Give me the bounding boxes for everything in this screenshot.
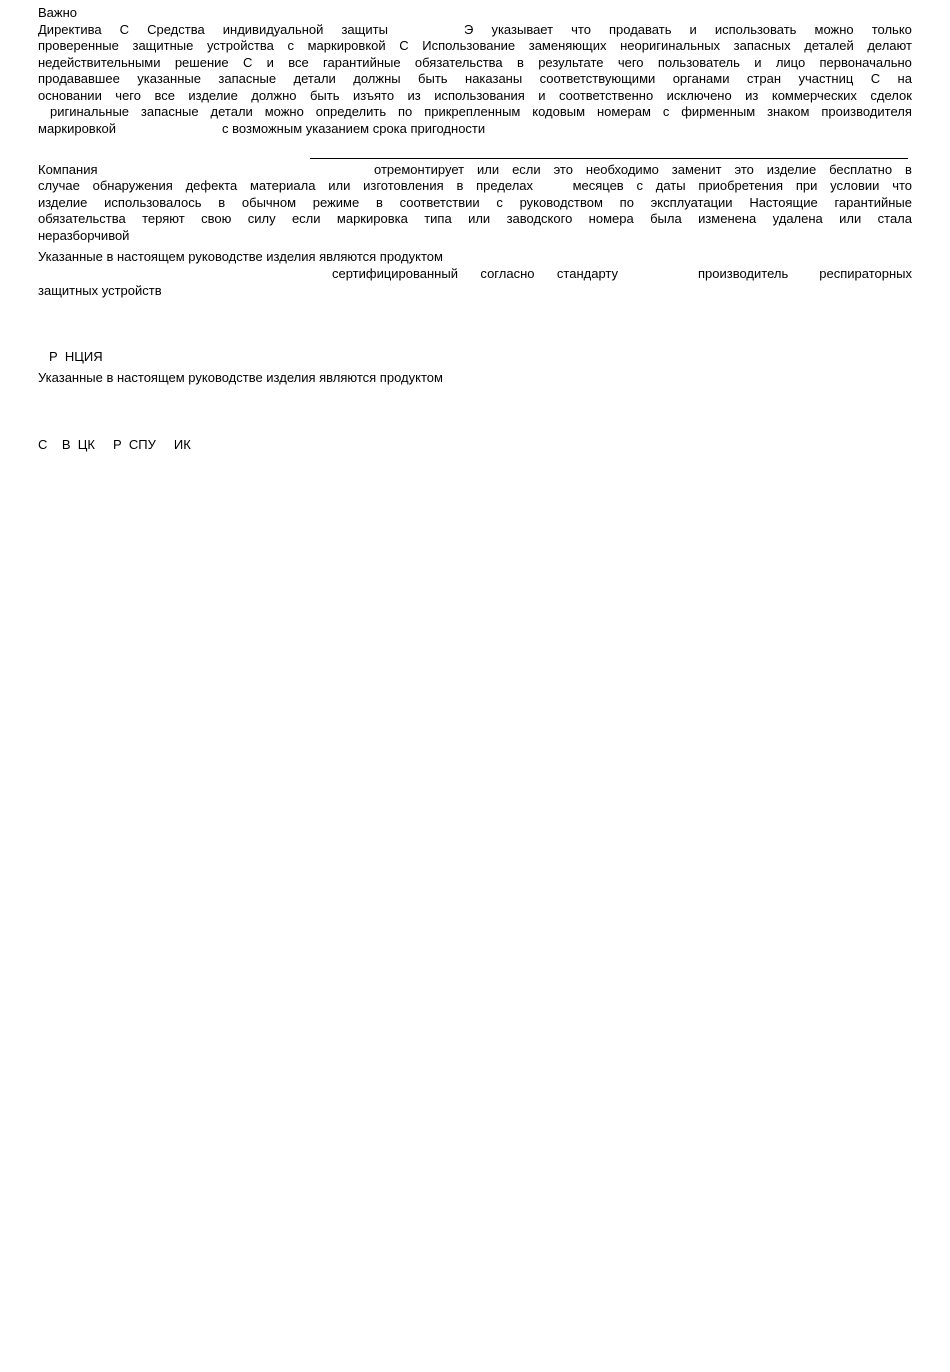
france-line-1: Указанные в настоящем руководстве изделия являются продуктом: [38, 370, 443, 385]
certification-line-2b: производитель респираторных: [698, 266, 912, 281]
warranty-line-2: случае обнаружения дефекта материала или изготовления в пределах месяцев с даты приобретения при условии что: [38, 178, 912, 193]
directive-line-1: Директива С Средства индивидуальной защиты Э указывает что продавать и использовать можно только: [38, 22, 912, 37]
directive-line-5: основании чего все изделие должно быть изъято из использования и соответственно исключено из коммерческих сделок: [38, 88, 912, 103]
warranty-company-label: Компания: [38, 162, 98, 177]
certification-line-1: Указанные в настоящем руководстве изделия являются продуктом: [38, 249, 443, 264]
directive-line-3: недействительными решение С и все гарантийные обязательства в результате чего пользователь и лицо первоначально: [38, 55, 912, 70]
blank-underline: [310, 158, 908, 159]
france-heading: Р НЦИЯ: [49, 349, 103, 364]
directive-line-2: проверенные защитные устройства с маркировкой С Использование заменяющих неоригинальных запасных деталей делают: [38, 38, 912, 53]
warranty-line-5: неразборчивой: [38, 228, 130, 243]
certification-line-3: защитных устройств: [38, 283, 162, 298]
important-heading: Важно: [38, 5, 78, 20]
directive-line-4: продававшее указанные запасные детали должны быть наказаны соответствующими органами стран участниц С на: [38, 71, 912, 86]
certification-line-2a: сертифицированный согласно стандарту: [332, 266, 618, 281]
warranty-line-3: изделие использовалось в обычном режиме в соответствии с руководством по эксплуатации Настоящие гарантийные: [38, 195, 912, 210]
directive-line-7: маркировкой с возможным указанием срока пригодности: [38, 121, 486, 136]
warranty-line-1: отремонтирует или если это необходимо заменит это изделие бесплатно в: [374, 162, 912, 177]
warranty-line-4: обязательства теряют свою силу если маркировка типа или заводского номера была изменена удалена или стала: [38, 211, 912, 226]
directive-line-6: ригинальные запасные детали можно определить по прикрепленным кодовым номерам с фирменным знаком производителя: [50, 104, 912, 119]
footer-text: С В ЦК Р СПУ ИК: [38, 437, 191, 452]
